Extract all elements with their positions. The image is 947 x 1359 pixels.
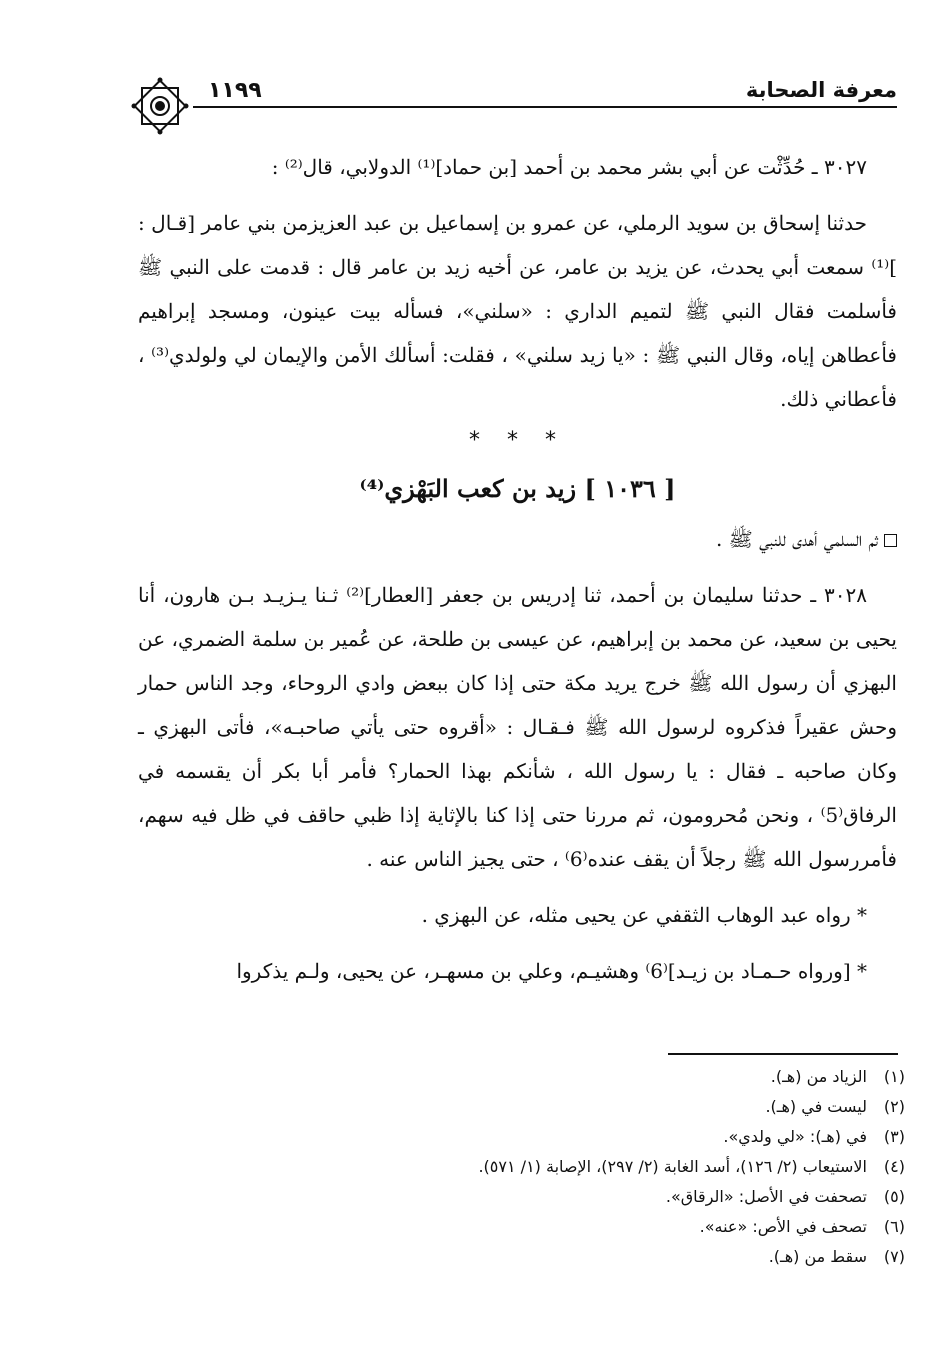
narration-2: * [ورواه حـمـاد بن زيـد]⁽6⁾ وهشيـم، وعلي بن مسهـر، عن يحيى، ولـم يذكروا [236, 959, 867, 983]
footnote-item: (١)الزياد من (هـ). [770, 1067, 905, 1086]
footnote-item: (٧)سقط من (هـ). [768, 1247, 905, 1266]
footnotes [305, 1062, 905, 1272]
footnote-item: (٣)في (هـ): «لي ولدي». [723, 1127, 905, 1146]
footnote-item: (٤)الاستيعاب (٢/ ١٢٦)، أسد الغابة (٢/ ٢٩٧)، الإصابة (١/ ٥٧١). [478, 1157, 905, 1176]
footnote-item: (٥)تصحفت في الأصل: «الرقاق». [665, 1187, 905, 1206]
section-heading: [ ١٠٣٦ ] زيد بن كعب البَهْزي⁽⁴⁾ [359, 474, 676, 503]
footnote-rule [668, 1053, 898, 1055]
page-number: ١١٩٩ [208, 78, 262, 103]
square-bullet-icon [884, 534, 897, 547]
section-separator: * * * [469, 428, 566, 453]
entry-3028-text: ٣٠٢٨ ـ حدثنا سليمان بن أحمد، ثنا إدريس بن جعفر [العطار]⁽²⁾ ثـنا يـزيـد بـن هارون، أنا يحيى بن سعيد، عن محمد بن إبراهيم، عن عيسى بن طلحة، عن عُمير بن سلمة الضمري، عن البهزي أن رسول الله ﷺ خرج يريد مكة حتى إذا كان ببعض وادي الروحاء، وجد الناس حمار وحش عقيراً فذكروه لرسول الله ﷺ فـقـال : «أقروه حتى يأتي صاحبـه»، فأتى البهزي ـ وكان صاحبه ـ فقال : يا رسول الله ، شأنكم بهذا الحمار؟ فأمر أبا بكر أن يقسمه في الرفاق⁽5⁾ ، ونحن مُحرومون، ثم مررنا حتى إذا كنا بالإثاية إذا ظبي حاقف في ظل فيه سهم، فأمررسول الله ﷺ رجلاً أن يقف عنده⁽6⁾ ، حتى يجيز الناس عنه . [138, 583, 897, 871]
entry-3027-heading: ٣٠٢٧ ـ حُدِّثْت عن أبي بشر محمد بن أحمد [بن حماد]⁽¹⁾ الدولابي، قال⁽²⁾ : [271, 155, 867, 179]
main-text [138, 145, 897, 993]
octagonal-ornament-icon [130, 76, 190, 136]
narration-1: * رواه عبد الوهاب الثقفي عن يحيى مثله، عن البهزي . [421, 903, 867, 927]
bullet-line-text: ثم السلمي أهدى للنبي ﷺ . [715, 527, 878, 551]
bullet-line [138, 517, 897, 561]
footnote-item: (٦)تصحف في الأص: «عنه». [699, 1217, 905, 1236]
entry-3027-text: حدثنا إسحاق بن سويد الرملي، عن عمرو بن إسماعيل بن عبد العزيزمن بني عامر [قـال : ]⁽¹⁾ سمعت أبي يحدث، عن يزيد بن عامر، عن أخيه زيد بن عامر قال : قدمت على النبي ﷺ فأسلمت فقال النبي ﷺ لتميم الداري : «سلني»، فسأله بيت عينون، ومسجد إبراهيم فأعطاهن إياه، وقال النبي ﷺ : «يا زيد سلني» ، فقلت: أسألك الأمن والإيمان لي ولولدي⁽³⁾ ، فأعطاني ذلك. [138, 211, 897, 411]
page-header [138, 78, 897, 118]
footnote-item: (٢)ليست في (هـ). [765, 1097, 905, 1116]
header-rule [193, 106, 897, 108]
running-title: معرفة الصحابة [745, 78, 897, 102]
